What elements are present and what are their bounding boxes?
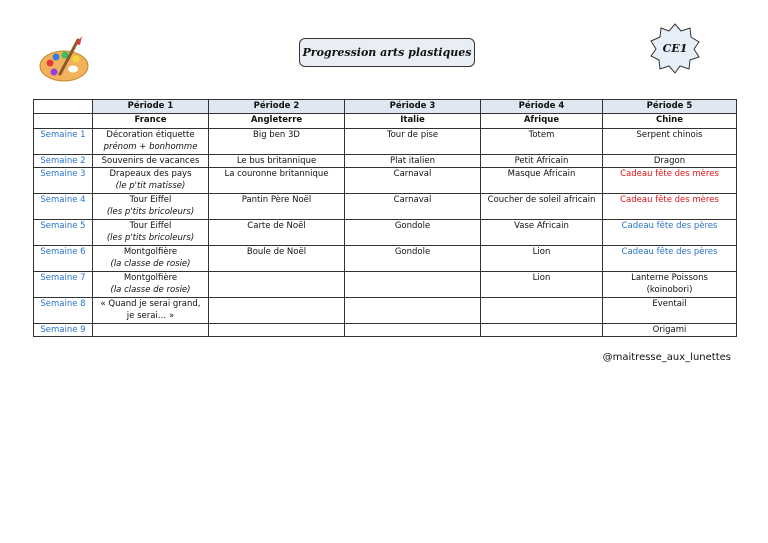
table-row: [34, 220, 737, 246]
table-row: [34, 272, 737, 298]
activity-cell: [209, 168, 345, 194]
country-header: Chine: [603, 114, 737, 129]
activity-cell: [481, 129, 603, 155]
period-header: Période 1: [93, 100, 209, 114]
activity-cell: [481, 298, 603, 324]
activity-cell: [345, 194, 481, 220]
activity-cell: [603, 155, 737, 168]
activity-cell: [345, 220, 481, 246]
activity-source: (la classe de rosie): [110, 259, 191, 269]
activity-label: Big ben 3D: [253, 130, 300, 140]
activity-label: « Quand je serai grand,: [100, 299, 201, 309]
country-header: Angleterre: [209, 114, 345, 129]
activity-label: Décoration étiquette: [106, 130, 195, 140]
activity-label: Coucher de soleil africain: [487, 195, 596, 205]
activity-cell: [481, 194, 603, 220]
country-header: Afrique: [481, 114, 603, 129]
activity-cell: [481, 155, 603, 168]
activity-cell: [603, 194, 737, 220]
activity-source: (les p'tits bricoleurs): [106, 233, 195, 243]
activity-cell: [209, 155, 345, 168]
paint-palette-icon: [38, 36, 90, 84]
activity-label: Cadeau fête des pères: [621, 247, 718, 257]
activity-cell: [345, 129, 481, 155]
activity-source: (la classe de rosie): [110, 285, 191, 295]
period-header: Période 5: [603, 100, 737, 114]
activity-cell: [93, 246, 209, 272]
period-header: Période 4: [481, 100, 603, 114]
activity-label: Boule de Noël: [246, 247, 307, 257]
activity-source: (les p'tits bricoleurs): [106, 207, 195, 217]
table-row: [34, 155, 737, 168]
activity-cell: [209, 220, 345, 246]
activity-cell: [603, 129, 737, 155]
period-header-row: [34, 100, 737, 114]
activity-cell: [481, 246, 603, 272]
activity-label: Masque Africain: [507, 169, 576, 179]
activity-label: Montgolfière: [123, 247, 178, 257]
activity-cell: [93, 129, 209, 155]
week-label: Semaine 4: [34, 194, 93, 220]
activity-cell: [209, 324, 345, 337]
activity-label: Gondole: [394, 247, 431, 257]
activity-cell: [93, 155, 209, 168]
activity-cell: [481, 272, 603, 298]
activity-cell: [209, 129, 345, 155]
activity-label: Gondole: [394, 221, 431, 231]
table-row: [34, 129, 737, 155]
page-title: Progression arts plastiques: [299, 38, 475, 67]
activity-cell: [93, 220, 209, 246]
country-header-row: [34, 114, 737, 129]
corner-cell: [34, 100, 93, 114]
activity-cell: [603, 168, 737, 194]
activity-label: Souvenirs de vacances: [101, 156, 200, 166]
week-label: Semaine 7: [34, 272, 93, 298]
activity-cell: [93, 194, 209, 220]
week-label: Semaine 3: [34, 168, 93, 194]
table-row: [34, 298, 737, 324]
level-label: CE1: [662, 41, 688, 55]
activity-cell: [93, 324, 209, 337]
activity-cell: [209, 272, 345, 298]
week-label: Semaine 6: [34, 246, 93, 272]
progression-table: [33, 99, 737, 337]
activity-label: Serpent chinois: [636, 130, 703, 140]
author-credit: @maitresse_aux_lunettes: [602, 352, 731, 363]
activity-source: (le p'tit matisse): [115, 181, 186, 191]
activity-label: Tour de pise: [386, 130, 439, 140]
table-row: [34, 246, 737, 272]
activity-cell: [209, 194, 345, 220]
activity-cell: [93, 272, 209, 298]
activity-cell: [603, 324, 737, 337]
table-row: [34, 168, 737, 194]
activity-label: Cadeau fête des mères: [620, 169, 719, 179]
activity-label: Lion: [532, 247, 551, 257]
activity-cell: [481, 168, 603, 194]
table-row: [34, 194, 737, 220]
activity-label: Pantin Père Noël: [241, 195, 312, 205]
activity-label-line2: (koinobori): [646, 285, 693, 295]
country-header: France: [93, 114, 209, 129]
period-header: Période 2: [209, 100, 345, 114]
activity-cell: [345, 324, 481, 337]
week-label: Semaine 1: [34, 129, 93, 155]
activity-label: Drapeaux des pays: [109, 169, 192, 179]
week-label: Semaine 5: [34, 220, 93, 246]
activity-label: Dragon: [653, 156, 686, 166]
activity-label: Carte de Noël: [247, 221, 306, 231]
activity-label: Carnaval: [393, 195, 432, 205]
activity-label: La couronne britannique: [224, 169, 329, 179]
activity-cell: [603, 298, 737, 324]
period-header: Période 3: [345, 100, 481, 114]
table-row: [34, 324, 737, 337]
activity-cell: [209, 298, 345, 324]
activity-label: Petit Africain: [514, 156, 569, 166]
activity-label: Lion: [532, 273, 551, 283]
activity-label-line2: je serai… »: [126, 311, 175, 321]
activity-label: Tour Eiffel: [129, 195, 172, 205]
activity-cell: [603, 246, 737, 272]
country-header: Italie: [345, 114, 481, 129]
week-label: Semaine 9: [34, 324, 93, 337]
activity-label: Montgolfière: [123, 273, 178, 283]
activity-label: Cadeau fête des pères: [621, 221, 718, 231]
week-label: Semaine 2: [34, 155, 93, 168]
activity-cell: [93, 298, 209, 324]
activity-cell: [603, 220, 737, 246]
activity-source: prénom + bonhomme: [103, 142, 198, 152]
activity-cell: [345, 298, 481, 324]
activity-label: Carnaval: [393, 169, 432, 179]
activity-cell: [345, 246, 481, 272]
activity-label: Origami: [652, 325, 687, 335]
activity-cell: [345, 168, 481, 194]
activity-label: Lanterne Poissons: [631, 273, 708, 283]
activity-label: Eventail: [652, 299, 687, 309]
activity-cell: [603, 272, 737, 298]
activity-cell: [481, 324, 603, 337]
week-label: Semaine 8: [34, 298, 93, 324]
activity-cell: [345, 272, 481, 298]
activity-label: Vase Africain: [514, 221, 569, 231]
activity-cell: [93, 168, 209, 194]
corner-cell: [34, 114, 93, 129]
activity-label: Le bus britannique: [236, 156, 317, 166]
activity-cell: [209, 246, 345, 272]
activity-label: Plat italien: [390, 156, 435, 166]
activity-label: Tour Eiffel: [129, 221, 172, 231]
activity-cell: [345, 155, 481, 168]
activity-cell: [481, 220, 603, 246]
activity-label: Totem: [528, 130, 555, 140]
activity-label: Cadeau fête des mères: [620, 195, 719, 205]
